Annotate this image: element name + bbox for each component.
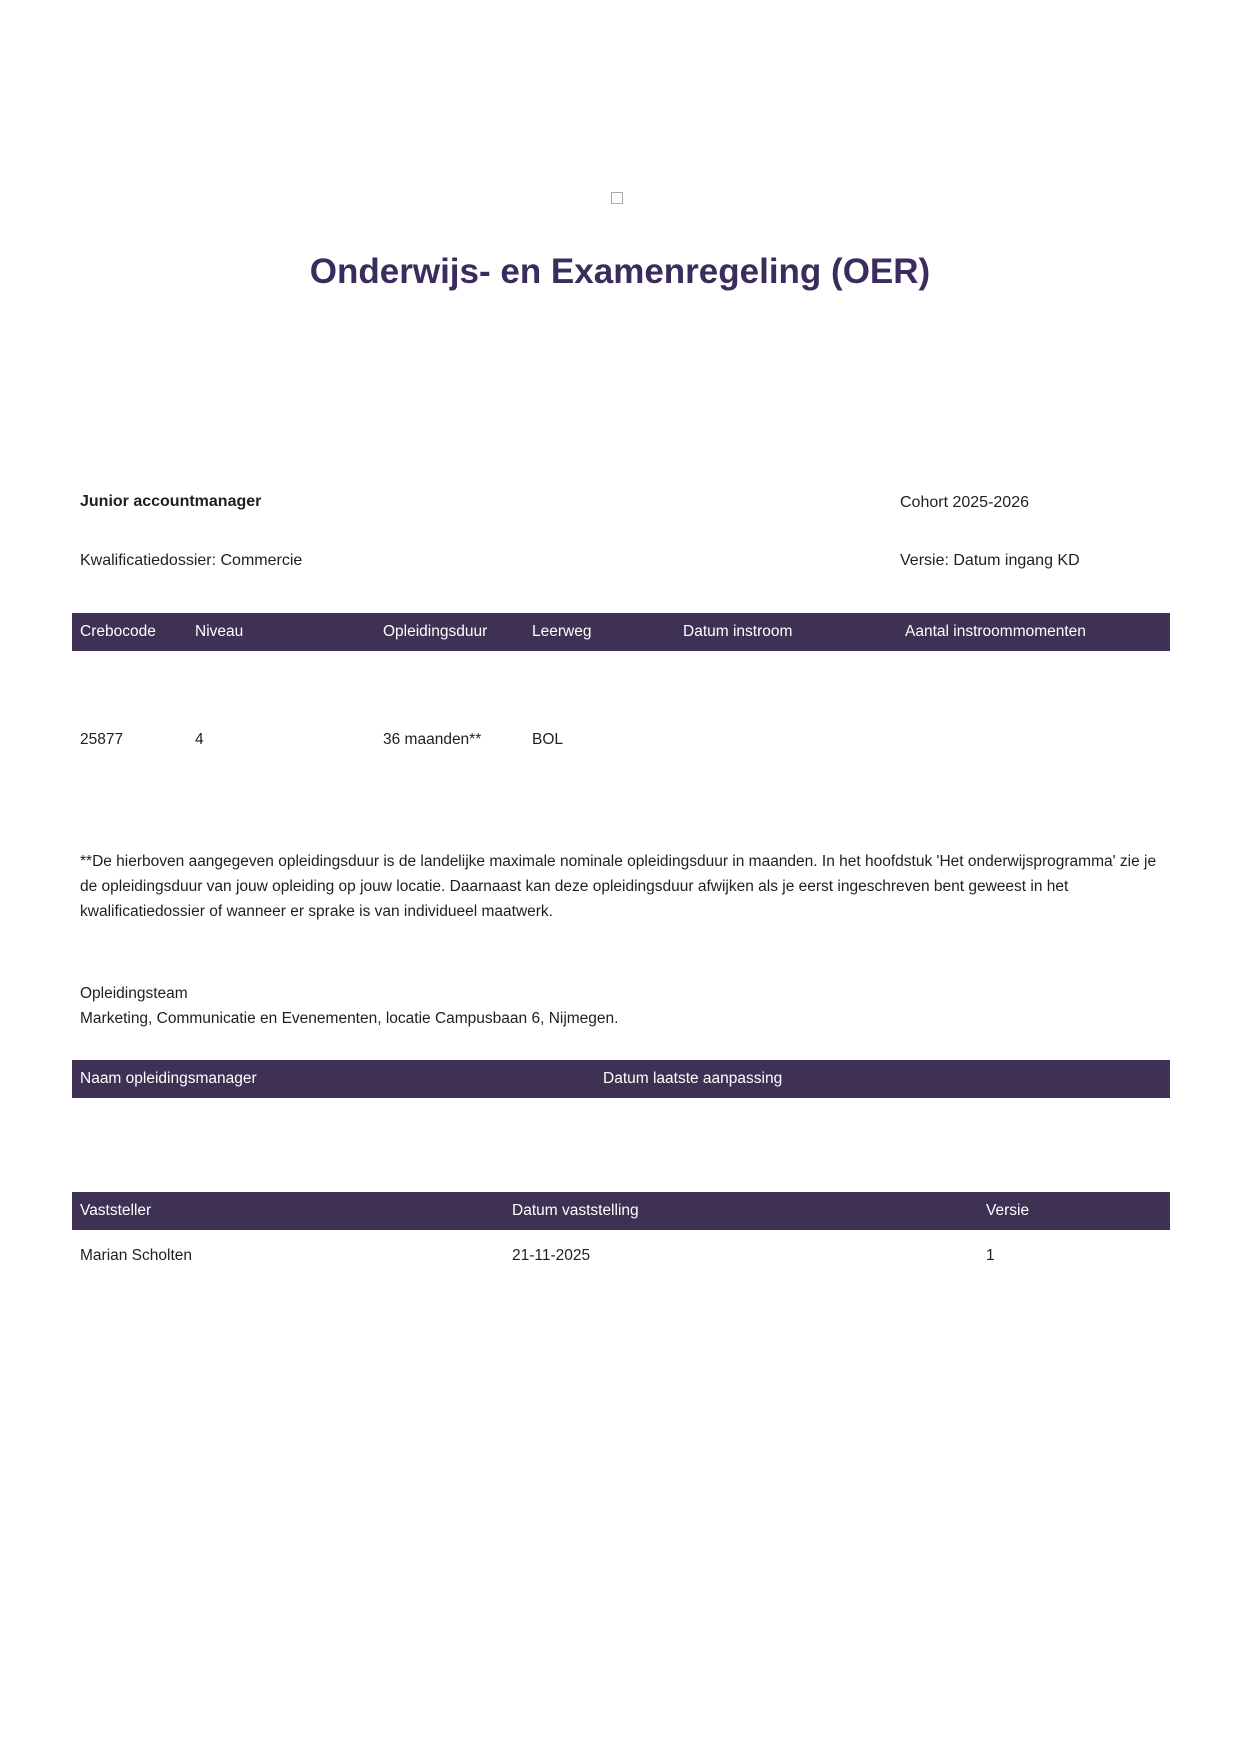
manager-table-header	[72, 1060, 1170, 1098]
column-header-datum-laatste-aanpassing: Datum laatste aanpassing	[603, 1070, 783, 1087]
cell-opleidingsduur: 36 maanden**	[383, 731, 482, 748]
column-header-aantal-instroommomenten: Aantal instroommomenten	[905, 623, 1086, 640]
column-header-datum-instroom: Datum instroom	[683, 623, 793, 640]
program-table-header	[72, 613, 1170, 651]
qualification-dossier: Kwalificatiedossier: Commercie	[80, 552, 303, 569]
program-name: Junior accountmanager	[80, 493, 262, 510]
duration-footnote: **De hierboven aangegeven opleidingsduur is de landelijke maximale nominale opleidingsduur in maanden. In het hoofdstuk 'Het onderwijsprogramma' zie je de opleidingsduur van jouw opleiding op jouw locatie. Daarnaast kan deze opleidingsduur afwijken als je eerst ingeschreven bent geweest in het kwalificatiedossier of wanneer er sprake is van individueel maatwerk.	[80, 853, 1157, 920]
column-header-versie: Versie	[986, 1202, 1030, 1219]
cell-niveau: 4	[195, 731, 204, 748]
cell-crebocode: 25877	[80, 731, 124, 748]
approval-table-header	[72, 1192, 1170, 1230]
opleidingsteam-description: Marketing, Communicatie en Evenementen, locatie Campusbaan 6, Nijmegen.	[80, 1010, 619, 1027]
broken-image-placeholder-icon	[611, 192, 623, 204]
column-header-leerweg: Leerweg	[532, 623, 592, 640]
column-header-crebocode: Crebocode	[80, 623, 156, 640]
cell-versie: 1	[986, 1247, 995, 1264]
cell-datum-instroom	[683, 731, 905, 749]
cell-vaststeller: Marian Scholten	[80, 1247, 193, 1264]
column-header-naam-opleidingsmanager: Naam opleidingsmanager	[80, 1070, 257, 1087]
opleidingsteam-block	[80, 981, 1165, 1031]
cohort-label: Cohort 2025-2026	[900, 494, 1029, 511]
cell-aantal-instroommomenten	[905, 731, 1170, 749]
approval-table-row	[72, 1247, 1170, 1265]
column-header-niveau: Niveau	[195, 623, 244, 640]
column-header-opleidingsduur: Opleidingsduur	[383, 623, 488, 640]
column-header-vaststeller: Vaststeller	[80, 1202, 152, 1219]
version-label: Versie: Datum ingang KD	[900, 552, 1080, 569]
cell-leerweg: BOL	[532, 731, 564, 748]
cell-datum-vaststelling: 21-11-2025	[512, 1247, 591, 1264]
opleidingsteam-label: Opleidingsteam	[80, 985, 188, 1002]
page-title: Onderwijs- en Examenregeling (OER)	[309, 252, 931, 291]
column-header-datum-vaststelling: Datum vaststelling	[512, 1202, 639, 1219]
program-table-row	[72, 731, 1170, 749]
